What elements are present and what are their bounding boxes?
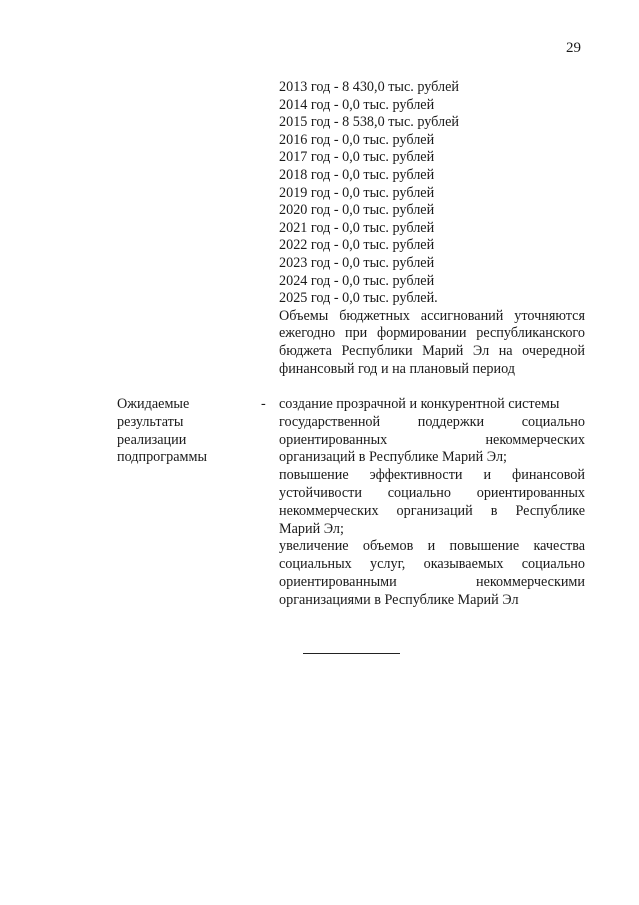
results-text-line: увеличение объемов и повышение качества — [279, 538, 585, 555]
results-text-line: некоммерческих организаций в Республике — [279, 502, 585, 519]
results-label-line: Ожидаемые — [117, 396, 190, 412]
budget-year-line: 2014 год - 0,0 тыс. рублей — [279, 96, 435, 113]
results-label — [117, 396, 247, 467]
results-text-line: государственной поддержки социально — [279, 413, 585, 430]
budget-year-line: 2017 год - 0,0 тыс. рублей — [279, 149, 435, 166]
budget-year-line: 2015 год - 8 538,0 тыс. рублей — [279, 114, 459, 131]
results-text-line: социальных услуг, оказываемых социально — [279, 556, 585, 573]
budget-note-line: ежегодно при формировании республиканского — [279, 325, 585, 342]
budget-year-line: 2022 год - 0,0 тыс. рублей — [279, 237, 435, 254]
page-number: 29 — [566, 40, 581, 56]
results-text-line: устойчивости социально ориентированных — [279, 484, 585, 501]
results-description — [279, 396, 585, 610]
budget-note-line: Объемы бюджетных ассигнований уточняются — [279, 307, 585, 324]
results-label-line: подпрограммы — [117, 449, 207, 466]
results-label-line: реализации — [117, 431, 187, 448]
budget-year-line: 2019 год - 0,0 тыс. рублей — [279, 184, 435, 201]
budget-year-line: 2020 год - 0,0 тыс. рублей — [279, 202, 435, 219]
results-text-line: Марий Эл; — [279, 520, 344, 537]
results-text-line: создание прозрачной и конкурентной системы — [279, 396, 560, 412]
budget-year-line: 2025 год - 0,0 тыс. рублей. — [279, 290, 438, 307]
budget-allocation-block — [279, 79, 585, 378]
budget-year-line: 2024 год - 0,0 тыс. рублей — [279, 272, 435, 289]
results-text-line: организациями в Республике Марий Эл — [279, 591, 519, 608]
results-dash: - — [261, 396, 266, 412]
budget-year-line: 2016 год - 0,0 тыс. рублей — [279, 131, 435, 148]
budget-year-line: 2021 год - 0,0 тыс. рублей — [279, 219, 435, 236]
budget-note-line: бюджета Республики Марий Эл на очередной — [279, 342, 585, 359]
results-label-line: результаты — [117, 413, 184, 430]
budget-year-line: 2013 год - 8 430,0 тыс. рублей — [279, 79, 459, 95]
budget-note-line: финансовый год и на плановый период — [279, 360, 516, 377]
results-text-line: повышение эффективности и финансовой — [279, 467, 585, 484]
results-text-line: ориентированных некоммерческих — [279, 431, 585, 448]
results-text-line: организаций в Республике Марий Эл; — [279, 449, 507, 466]
budget-year-line: 2023 год - 0,0 тыс. рублей — [279, 254, 435, 271]
footer-divider — [303, 653, 400, 654]
results-text-line: ориентированными некоммерческими — [279, 573, 585, 590]
budget-year-line: 2018 год - 0,0 тыс. рублей — [279, 166, 435, 183]
